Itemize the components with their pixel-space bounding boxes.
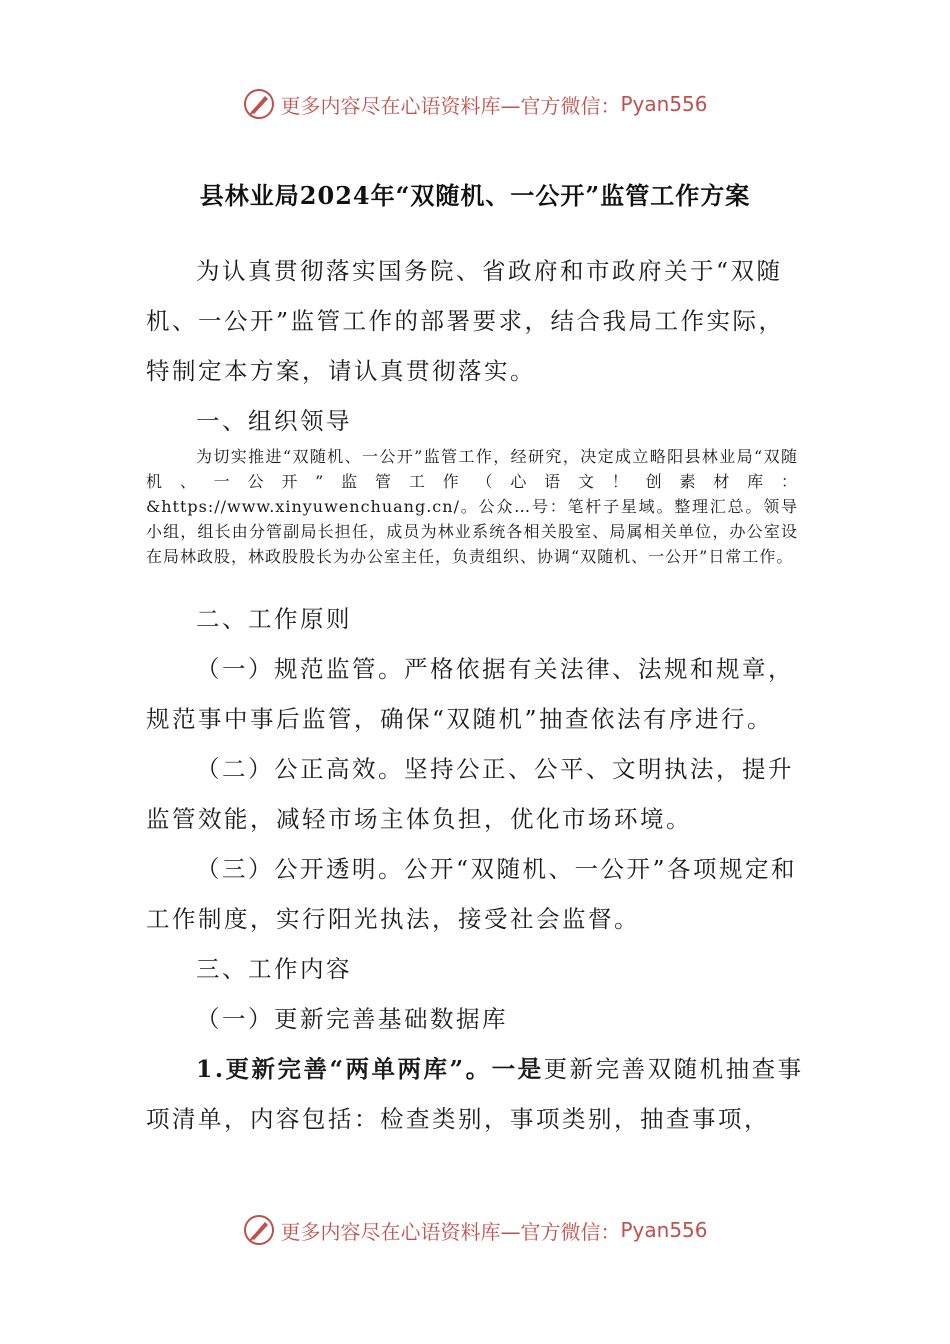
intro-paragraph: 为认真贯彻落实国务院、省政府和市政府关于“双随机、一公开”监管工作的部署要求，结合我局工作实际，特制定本方案，请认真贯彻落实。: [146, 257, 785, 385]
section-heading-organization: 一、组织领导: [196, 407, 352, 435]
principle-2: （二）公正高效。坚持公正、公平、文明执法，提升监管效能，减轻市场主体负担，优化市场环境。: [146, 755, 794, 833]
section1-block: [146, 396, 806, 446]
item-1-paragraph: [146, 1044, 806, 1144]
quill-logo-icon: [242, 87, 276, 121]
watermark-wechat-id: Pyan556: [620, 1218, 708, 1242]
watermark-text: 更多内容尽在心语资料库—官方微信：: [280, 93, 621, 118]
item-1-text: 更新完善双随机抽查事项清单，内容包括：检查类别，事项类别，抽查事项，: [146, 1055, 804, 1133]
principle-1: （一）规范监管。严格依据有关法律、法规和规章，规范事中事后监管，确保“双随机”抽查依法有序进行。: [146, 655, 794, 733]
principle-3: （三）公开透明。公开“双随机、一公开”各项规定和工作制度，实行阳光执法，接受社会监督。: [146, 855, 798, 933]
item-1-bold-lead: 1.更新完善“两单两库”。一是: [196, 1055, 544, 1083]
document-title: 县林业局2024年“双随机、一公开”监管工作方案: [199, 181, 751, 210]
watermark-text: 更多内容尽在心语资料库—官方微信：: [280, 1219, 621, 1244]
section1-body: 为切实推进“双随机、一公开”监管工作，经研究，决定成立略阳县林业局“双随机、一公开”监管工作（心语文！创素材库：&https://www.xinyuwenchuang.cn/。公众…号：笔杆子星域。整理汇总。领导小组，组长由分管副局长担任，成员为林业系统各相关股室、局属相关单位，办公室设在局林政股，林政股股长为办公室主任，负责组织、协调“双随机、一公开”日常工作。: [146, 447, 798, 566]
section-heading-content: 三、工作内容: [196, 955, 352, 983]
footer-watermark: [0, 1210, 950, 1250]
header-watermark: [0, 84, 950, 124]
quill-logo-icon: [242, 1213, 276, 1247]
intro-block: [146, 246, 806, 396]
main-body-block: [146, 594, 806, 1144]
watermark-wechat-id: Pyan556: [620, 92, 708, 116]
section-heading-principles: 二、工作原则: [196, 605, 352, 633]
subsection-heading-database: （一）更新完善基础数据库: [196, 1005, 508, 1033]
